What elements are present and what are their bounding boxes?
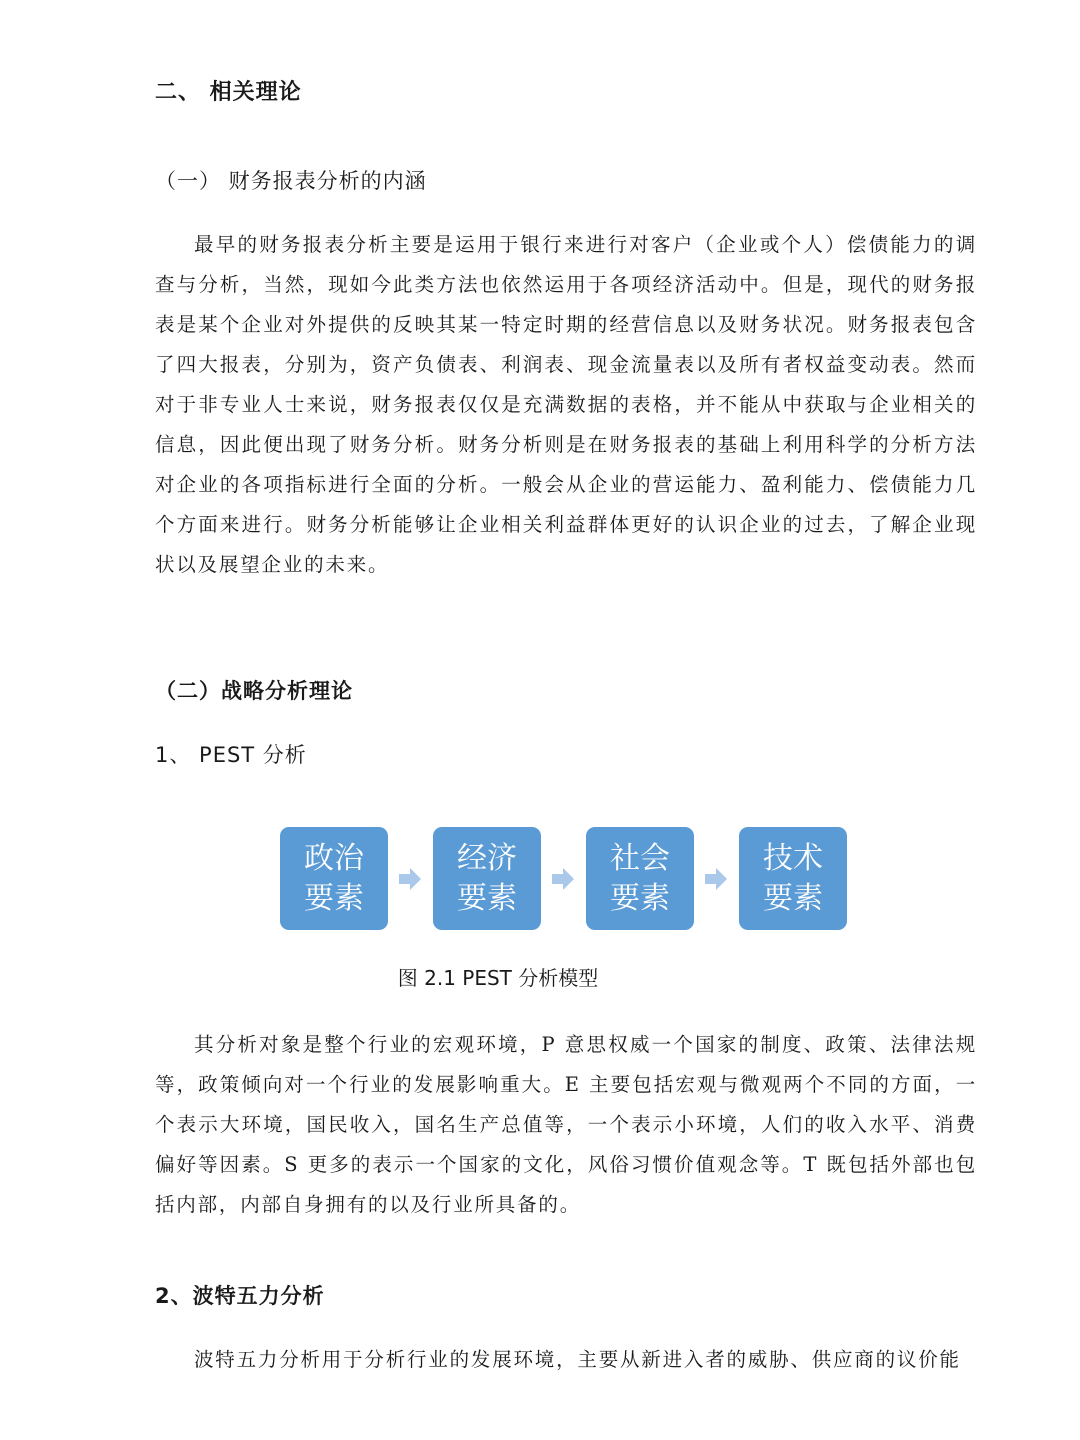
right-arrow-icon <box>398 867 422 891</box>
paragraph-porter: 波特五力分析用于分析行业的发展环境，主要从新进入者的威胁、供应商的议价能 <box>194 1348 961 1371</box>
paragraph-pest: 其分析对象是整个行业的宏观环境，P 意思权威一个国家的制度、政策、法律法规等，政策倾向对一个行业的发展影响重大。E 主要包括宏观与微观两个不同的方面，一个表示大环境，国民收入，国名生产总值等，一个表示小环境，人们的收入水平、消费偏好等因素。S 更多的表示一个国家的文化，风俗习惯价值观念等。T 既包括外部也包括内部，内部自身拥有的以及行业所具备的。 <box>155 1033 977 1216</box>
pest-box-political: 政治要素 <box>280 827 388 930</box>
right-arrow-icon <box>551 867 575 891</box>
pest-box-technological: 技术要素 <box>739 827 847 930</box>
figure-caption: 图 2.1 PEST 分析模型 <box>397 966 599 990</box>
right-arrow-icon <box>704 867 728 891</box>
pest-box-social: 社会要素 <box>586 827 694 930</box>
heading-pest-analysis: 1、 PEST 分析 <box>155 743 307 767</box>
pest-box-economic: 经济要素 <box>433 827 541 930</box>
subsection-title-strategy-analysis: （二）战略分析理论 <box>155 679 353 703</box>
subsection-title-financial-analysis: （一） 财务报表分析的内涵 <box>155 169 427 193</box>
paragraph-financial-analysis: 最早的财务报表分析主要是运用于银行来进行对客户（企业或个人）偿债能力的调查与分析，当然，现如今此类方法也依然运用于各项经济活动中。但是，现代的财务报表是某个企业对外提供的反映其某一特定时期的经营信息以及财务状况。财务报表包含了四大报表，分别为，资产负债表、利润表、现金流量表以及所有者权益变动表。然而对于非专业人士来说，财务报表仅仅是充满数据的表格，并不能从中获取与企业相关的信息，因此便出现了财务分析。财务分析则是在财务报表的基础上利用科学的分析方法对企业的各项指标进行全面的分析。一般会从企业的营运能力、盈利能力、偿债能力几个方面来进行。财务分析能够让企业相关利益群体更好的认识企业的过去，了解企业现状以及展望企业的未来。 <box>155 233 977 576</box>
heading-porter-five-forces: 2、波特五力分析 <box>155 1284 325 1308</box>
pest-model-diagram <box>280 827 850 932</box>
section-title: 二、 相关理论 <box>155 80 302 105</box>
